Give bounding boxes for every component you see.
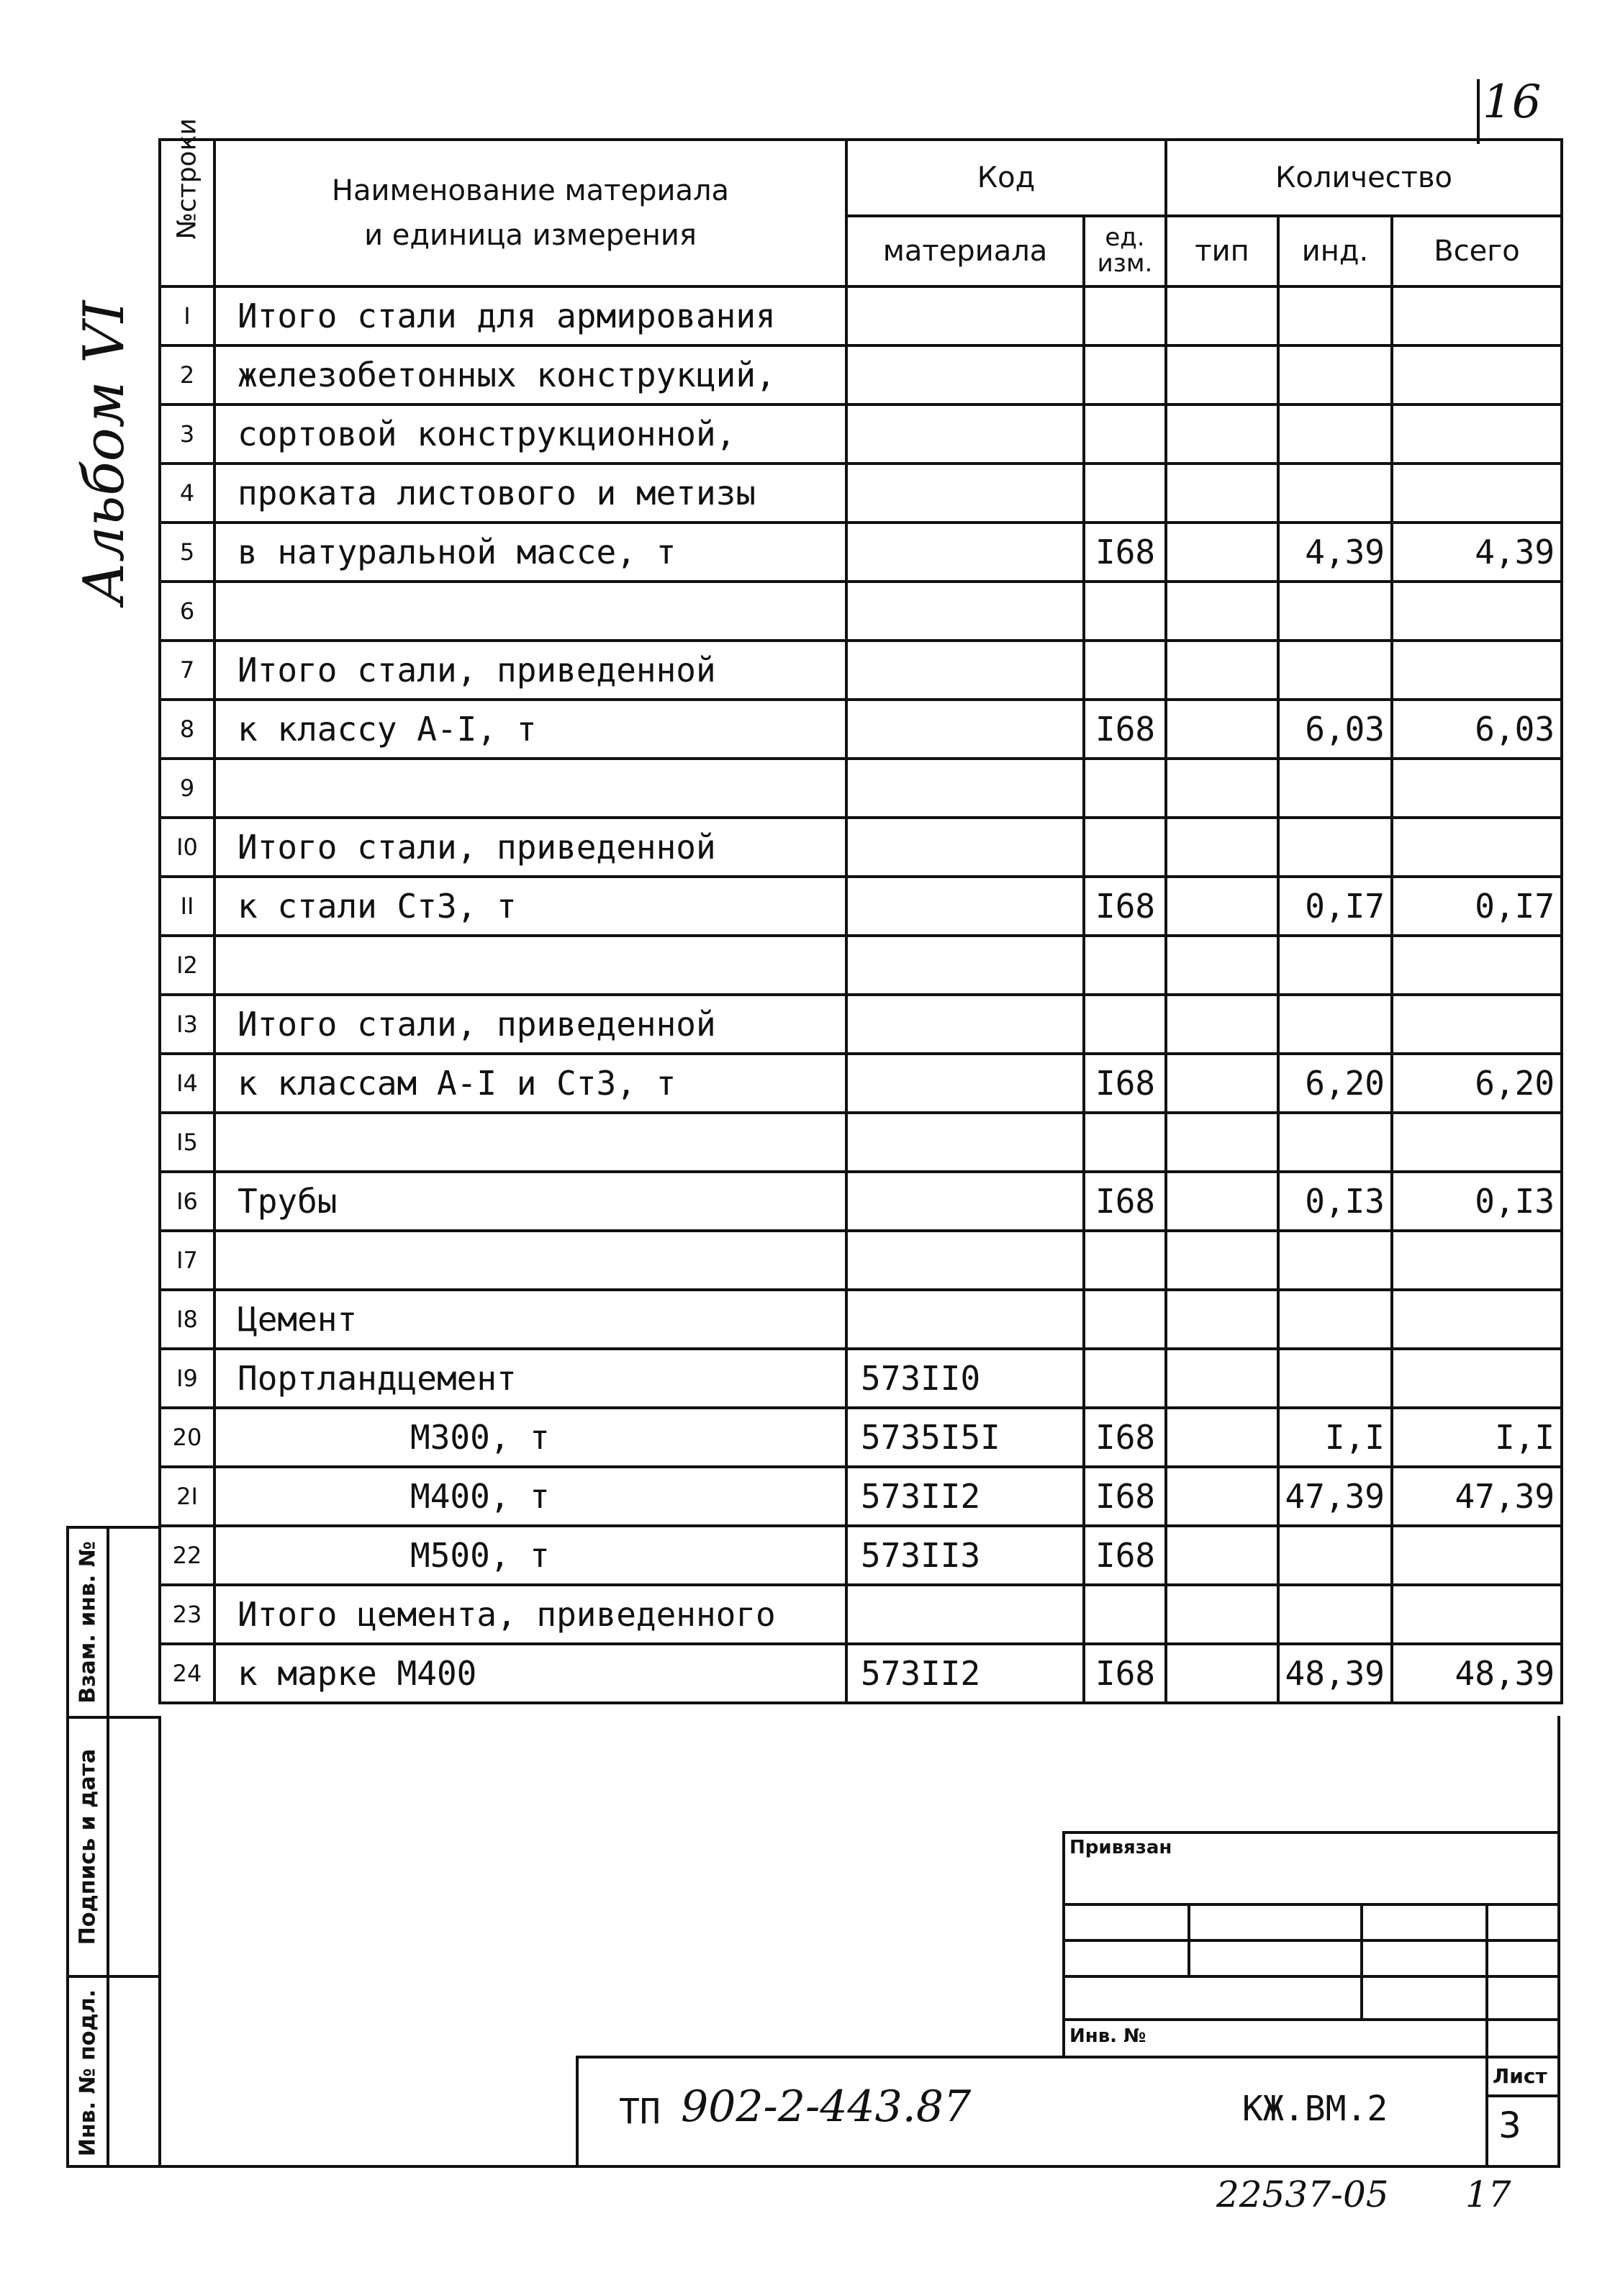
material-name: в натуральной массе, т	[214, 523, 846, 582]
material-code: 573II2	[846, 1644, 1084, 1703]
qty-ind	[1278, 1349, 1392, 1408]
row-number: 5	[160, 523, 214, 582]
unit-code: I68	[1084, 1408, 1166, 1467]
qty-ind: I,I	[1278, 1408, 1392, 1467]
qty-ind	[1278, 818, 1392, 877]
table-row	[160, 1644, 1562, 1703]
qty-type	[1166, 1231, 1278, 1290]
row-number: I2	[160, 936, 214, 995]
material-code: 573II2	[846, 1467, 1084, 1526]
qty-ind: 4,39	[1278, 523, 1392, 582]
qty-ind: 47,39	[1278, 1467, 1392, 1526]
qty-ind	[1278, 404, 1392, 464]
qty-total	[1392, 286, 1562, 345]
specification-table	[158, 117, 1563, 1704]
unit-code	[1084, 759, 1166, 818]
bottom-frame	[158, 1716, 1560, 2168]
table-row	[160, 464, 1562, 523]
table-row	[160, 1349, 1562, 1408]
material-code	[846, 1290, 1084, 1349]
unit-code: I68	[1084, 1054, 1166, 1113]
qty-ind: 0,I3	[1278, 1172, 1392, 1231]
material-code: 573II3	[846, 1526, 1084, 1585]
unit-code: I68	[1084, 1526, 1166, 1585]
qty-total: 48,39	[1392, 1644, 1562, 1703]
unit-code	[1084, 1113, 1166, 1172]
qty-type	[1166, 995, 1278, 1054]
qty-ind	[1278, 345, 1392, 404]
unit-code	[1084, 345, 1166, 404]
table-row	[160, 1290, 1562, 1349]
row-number: I0	[160, 818, 214, 877]
material-name: Итого стали для армирования	[214, 286, 846, 345]
qty-total	[1392, 1349, 1562, 1408]
qty-total: 4,39	[1392, 523, 1562, 582]
qty-total: 0,I3	[1392, 1172, 1562, 1231]
qty-total	[1392, 464, 1562, 523]
material-code	[846, 404, 1084, 464]
row-number: 20	[160, 1408, 214, 1467]
header-code: Код	[846, 140, 1166, 216]
material-name: Итого стали, приведенной	[214, 995, 846, 1054]
material-code	[846, 523, 1084, 582]
row-number: I5	[160, 1113, 214, 1172]
table-row	[160, 995, 1562, 1054]
row-number: 24	[160, 1644, 214, 1703]
table-row	[160, 936, 1562, 995]
unit-code	[1084, 1231, 1166, 1290]
qty-ind: 6,03	[1278, 700, 1392, 759]
side-cell-inv-podl	[69, 1978, 158, 2168]
row-number: I3	[160, 995, 214, 1054]
qty-ind	[1278, 286, 1392, 345]
sheet-label: Лист	[1493, 2064, 1547, 2088]
header-qty-total: Всего	[1392, 216, 1562, 286]
unit-code	[1084, 582, 1166, 641]
qty-total	[1392, 1526, 1562, 1585]
material-code	[846, 582, 1084, 641]
qty-total: I,I	[1392, 1408, 1562, 1467]
material-name: Трубы	[214, 1172, 846, 1231]
row-number: 22	[160, 1526, 214, 1585]
qty-type	[1166, 1585, 1278, 1644]
table-row	[160, 1585, 1562, 1644]
side-label-podpis: Подпись и дата	[75, 1748, 101, 1945]
table-row	[160, 1408, 1562, 1467]
qty-ind	[1278, 1231, 1392, 1290]
material-name	[214, 1113, 846, 1172]
material-name: к стали Ст3, т	[214, 877, 846, 936]
footer-sheet: 17	[1465, 2174, 1511, 2215]
table-row	[160, 1467, 1562, 1526]
side-stamp	[66, 1526, 158, 2168]
material-name: М500, т	[214, 1526, 846, 1585]
unit-code: I68	[1084, 700, 1166, 759]
qty-ind	[1278, 759, 1392, 818]
material-name: проката листового и метизы	[214, 464, 846, 523]
material-name: Итого цемента, приведенного	[214, 1585, 846, 1644]
material-name: к классу А-I, т	[214, 700, 846, 759]
material-code: 5735I5I	[846, 1408, 1084, 1467]
material-code	[846, 759, 1084, 818]
material-code	[846, 700, 1084, 759]
table-row	[160, 1172, 1562, 1231]
unit-code	[1084, 995, 1166, 1054]
row-number: 6	[160, 582, 214, 641]
qty-total	[1392, 1113, 1562, 1172]
unit-code	[1084, 1290, 1166, 1349]
qty-total	[1392, 995, 1562, 1054]
material-name: Итого стали, приведенной	[214, 818, 846, 877]
qty-type	[1166, 1526, 1278, 1585]
unit-code: I68	[1084, 1172, 1166, 1231]
doc-number: 902-2-443.87	[681, 2082, 972, 2132]
table-row	[160, 523, 1562, 582]
row-number: I4	[160, 1054, 214, 1113]
unit-code	[1084, 641, 1166, 700]
qty-ind	[1278, 582, 1392, 641]
page-number-rule	[1477, 79, 1480, 144]
qty-ind	[1278, 1113, 1392, 1172]
qty-type	[1166, 1467, 1278, 1526]
unit-code	[1084, 936, 1166, 995]
material-code	[846, 1113, 1084, 1172]
table-row	[160, 641, 1562, 700]
material-name	[214, 759, 846, 818]
privyazan-label: Привязан	[1069, 1837, 1172, 1858]
table-row	[160, 286, 1562, 345]
material-code	[846, 286, 1084, 345]
material-code	[846, 464, 1084, 523]
qty-type	[1166, 641, 1278, 700]
material-name: М400, т	[214, 1467, 846, 1526]
side-label-inv-podl: Инв. № подл.	[75, 1989, 101, 2157]
row-number: I7	[160, 1231, 214, 1290]
qty-type	[1166, 936, 1278, 995]
side-cell-podpis	[69, 1719, 158, 1978]
side-label-vzam: Взам. инв. №	[75, 1541, 101, 1704]
unit-code	[1084, 404, 1166, 464]
material-code	[846, 936, 1084, 995]
header-quantity: Количество	[1166, 140, 1562, 216]
table-row	[160, 404, 1562, 464]
unit-code: I68	[1084, 523, 1166, 582]
side-cell-vzam	[69, 1529, 158, 1719]
material-name: к марке М400	[214, 1644, 846, 1703]
unit-code: I68	[1084, 1644, 1166, 1703]
page-number: 16	[1483, 76, 1542, 129]
qty-type	[1166, 1054, 1278, 1113]
qty-total	[1392, 1585, 1562, 1644]
row-number: 7	[160, 641, 214, 700]
material-code	[846, 1585, 1084, 1644]
table-row	[160, 700, 1562, 759]
material-name: сортовой конструкционной,	[214, 404, 846, 464]
header-qty-ind: инд.	[1278, 216, 1392, 286]
table-row	[160, 1054, 1562, 1113]
qty-type	[1166, 404, 1278, 464]
unit-code	[1084, 286, 1166, 345]
qty-total	[1392, 818, 1562, 877]
qty-ind: 48,39	[1278, 1644, 1392, 1703]
material-code	[846, 995, 1084, 1054]
qty-total	[1392, 641, 1562, 700]
material-code	[846, 818, 1084, 877]
material-name: М300, т	[214, 1408, 846, 1467]
qty-ind	[1278, 1526, 1392, 1585]
row-number: 3	[160, 404, 214, 464]
qty-total	[1392, 404, 1562, 464]
qty-ind: 6,20	[1278, 1054, 1392, 1113]
table-row	[160, 877, 1562, 936]
qty-total: 6,20	[1392, 1054, 1562, 1113]
album-note: Альбом VI	[72, 300, 137, 605]
qty-type	[1166, 700, 1278, 759]
qty-type	[1166, 1349, 1278, 1408]
qty-type	[1166, 1290, 1278, 1349]
qty-ind: 0,I7	[1278, 877, 1392, 936]
qty-type	[1166, 759, 1278, 818]
qty-total: 6,03	[1392, 700, 1562, 759]
qty-total	[1392, 936, 1562, 995]
material-code	[846, 1172, 1084, 1231]
doc-mark: КЖ.ВМ.2	[1242, 2089, 1388, 2129]
qty-total	[1392, 1231, 1562, 1290]
sheet-value: 3	[1498, 2105, 1521, 2146]
qty-total: 47,39	[1392, 1467, 1562, 1526]
material-name: Цемент	[214, 1290, 846, 1349]
row-number: 8	[160, 700, 214, 759]
footer-number: 22537-05	[1216, 2174, 1389, 2215]
row-number: 4	[160, 464, 214, 523]
table-row	[160, 818, 1562, 877]
qty-type	[1166, 1644, 1278, 1703]
row-number: 23	[160, 1585, 214, 1644]
qty-type	[1166, 877, 1278, 936]
table-row	[160, 1231, 1562, 1290]
row-number: 2I	[160, 1467, 214, 1526]
material-code	[846, 345, 1084, 404]
qty-ind	[1278, 995, 1392, 1054]
row-number: I	[160, 286, 214, 345]
qty-ind	[1278, 1585, 1392, 1644]
qty-total	[1392, 582, 1562, 641]
material-name: Портландцемент	[214, 1349, 846, 1408]
qty-ind	[1278, 641, 1392, 700]
table-row	[160, 345, 1562, 404]
material-name: железобетонных конструкций,	[214, 345, 846, 404]
unit-code	[1084, 464, 1166, 523]
row-number: I8	[160, 1290, 214, 1349]
row-number: 2	[160, 345, 214, 404]
qty-type	[1166, 582, 1278, 641]
header-code-material: материала	[846, 216, 1084, 286]
doc-prefix: ТП	[619, 2092, 661, 2132]
table-row	[160, 759, 1562, 818]
material-code	[846, 877, 1084, 936]
qty-type	[1166, 523, 1278, 582]
qty-total	[1392, 759, 1562, 818]
material-name: к классам А-I и Ст3, т	[214, 1054, 846, 1113]
header-code-unit: ед. изм.	[1084, 216, 1166, 286]
row-number: 9	[160, 759, 214, 818]
qty-type	[1166, 1408, 1278, 1467]
table-row	[160, 1113, 1562, 1172]
row-number: I6	[160, 1172, 214, 1231]
material-code	[846, 1054, 1084, 1113]
qty-type	[1166, 345, 1278, 404]
qty-type	[1166, 1113, 1278, 1172]
unit-code	[1084, 1585, 1166, 1644]
table-row	[160, 1526, 1562, 1585]
unit-code	[1084, 1349, 1166, 1408]
row-number: II	[160, 877, 214, 936]
material-name: Итого стали, приведенной	[214, 641, 846, 700]
qty-ind	[1278, 936, 1392, 995]
header-row-number: №строки	[160, 140, 214, 286]
unit-code: I68	[1084, 877, 1166, 936]
material-code	[846, 1231, 1084, 1290]
qty-total	[1392, 1290, 1562, 1349]
unit-code	[1084, 818, 1166, 877]
qty-ind	[1278, 1290, 1392, 1349]
material-name	[214, 936, 846, 995]
qty-total	[1392, 345, 1562, 404]
qty-type	[1166, 1172, 1278, 1231]
qty-total: 0,I7	[1392, 877, 1562, 936]
qty-type	[1166, 286, 1278, 345]
header-qty-type: тип	[1166, 216, 1278, 286]
material-name	[214, 1231, 846, 1290]
qty-ind	[1278, 464, 1392, 523]
inv-no-label: Инв. №	[1069, 2025, 1146, 2047]
unit-code: I68	[1084, 1467, 1166, 1526]
qty-type	[1166, 464, 1278, 523]
table-row	[160, 582, 1562, 641]
header-name: Наименование материала и единица измерения	[214, 140, 846, 286]
qty-type	[1166, 818, 1278, 877]
material-code	[846, 641, 1084, 700]
material-name	[214, 582, 846, 641]
row-number: I9	[160, 1349, 214, 1408]
material-code: 573II0	[846, 1349, 1084, 1408]
